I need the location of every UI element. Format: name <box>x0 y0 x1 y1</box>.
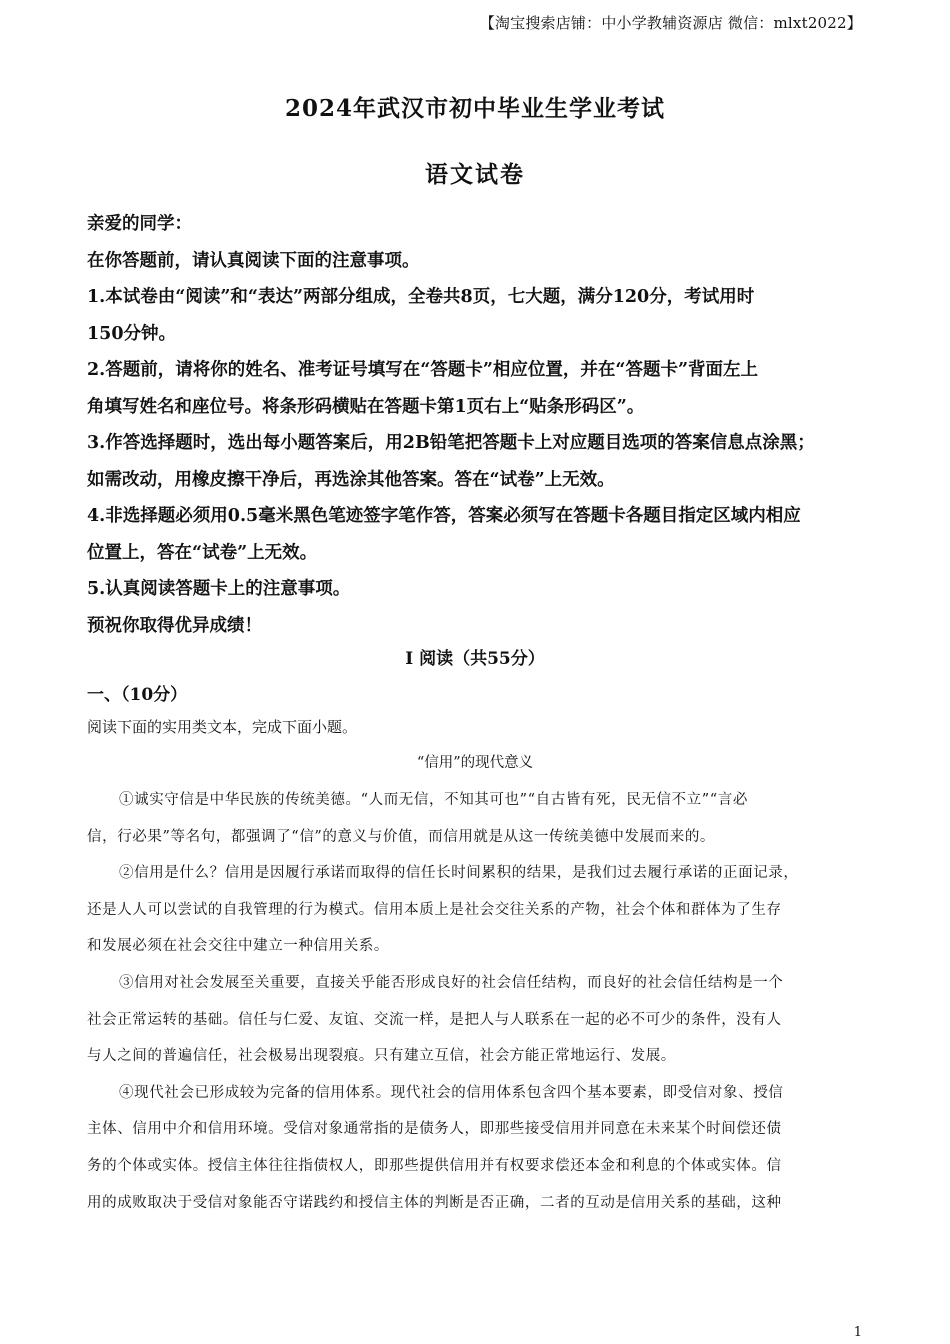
article-line: 社会正常运转的基础。信任与仁爱、友谊、交流一样，是把人与人联系在一起的必不可少的条件，没有人 <box>87 1011 782 1028</box>
notice-line: 3.作答选择题时，选出每小题答案后，用2B铅笔把答题卡上对应题目选项的答案信息点涂黑； <box>87 433 815 453</box>
notice-line: 2.答题前，请将你的姓名、准考证号填写在“答题卡”相应位置，并在“答题卡”背面左上 <box>87 360 759 380</box>
notice-line: 150分钟。 <box>87 323 177 344</box>
section-heading: Ⅰ 阅读（共55分） <box>405 649 545 669</box>
article-line: 主体、信用中介和信用环境。受信对象通常指的是债务人，即那些接受信用并同意在未来某个时间偿还债 <box>87 1121 782 1138</box>
notice-line: 1.本试卷由“阅读”和“表达”两部分组成，全卷共8页，七大题，满分120分，考试用时 <box>87 287 755 307</box>
notice-line: 亲爱的同学： <box>87 214 192 234</box>
article-line: 信，行必果”等名句，都强调了“信”的意义与价值，而信用就是从这一传统美德中发展而来的。 <box>87 828 716 845</box>
part-instruction: 阅读下面的实用类文本，完成下面小题。 <box>87 718 358 736</box>
exam-title: 2024年武汉市初中毕业生学业考试 <box>284 95 665 122</box>
article-body <box>87 782 867 1221</box>
part-heading: 一、（10分） <box>87 685 188 705</box>
article-title: “信用”的现代意义 <box>416 755 534 771</box>
article-line: ④现代社会已形成较为完备的信用体系。现代社会的信用体系包含四个基本要素，即受信对象、授信 <box>119 1084 784 1101</box>
notice-line: 预祝你取得优异成绩！ <box>87 615 262 636</box>
notice-line: 如需改动，用橡皮擦干净后，再选涂其他答案。答在“试卷”上无效。 <box>87 469 615 490</box>
article-line: ③信用对社会发展至关重要，直接关乎能否形成良好的社会信任结构，而良好的社会信任结构是一个 <box>119 974 784 991</box>
notice-line: 角填写姓名和座位号。将条形码横贴在答题卡第1页右上“贴条形码区”。 <box>87 396 645 417</box>
header-note: 【淘宝搜索店铺：中小学教辅资源店 微信：mlxt2022】 <box>479 14 862 32</box>
article-line: ②信用是什么？信用是因履行承诺而取得的信任长时间累积的结果，是我们过去履行承诺的正面记录， <box>119 865 799 882</box>
article-line: 还是人人可以尝试的自我管理的行为模式。信用本质上是社会交往关系的产物，社会个体和群体为了生存 <box>87 901 782 918</box>
article-line: 与人之间的普遍信任，社会极易出现裂痕。只有建立互信，社会方能正常地运行、发展。 <box>87 1048 676 1065</box>
notice-line: 位置上，答在“试卷”上无效。 <box>87 542 318 563</box>
article-line: ①诚实守信是中华民族的传统美德。“人而无信，不知其可也”“自古皆有死，民无信不立”“言必 <box>119 792 748 808</box>
article-line: 和发展必须在社会交往中建立一种信用关系。 <box>87 938 389 955</box>
article-line: 务的个体或实体。授信主体往往指债权人，即那些提供信用并有权要求偿还本金和利息的个体或实体。信 <box>87 1157 782 1174</box>
notice-line: 5.认真阅读答题卡上的注意事项。 <box>87 579 351 599</box>
notice-line: 在你答题前，请认真阅读下面的注意事项。 <box>87 250 420 271</box>
notice-block <box>87 206 877 644</box>
article-line: 用的成败取决于受信对象能否守诺践约和授信主体的判断是否正确，二者的互动是信用关系的基础，这种 <box>87 1194 782 1211</box>
page-number: 1 <box>853 1325 862 1340</box>
notice-line: 4.非选择题必须用0.5毫米黑色笔迹签字笔作答，答案必须写在答题卡各题目指定区域内相应 <box>87 506 801 526</box>
paper-subtitle: 语文试卷 <box>425 161 525 188</box>
